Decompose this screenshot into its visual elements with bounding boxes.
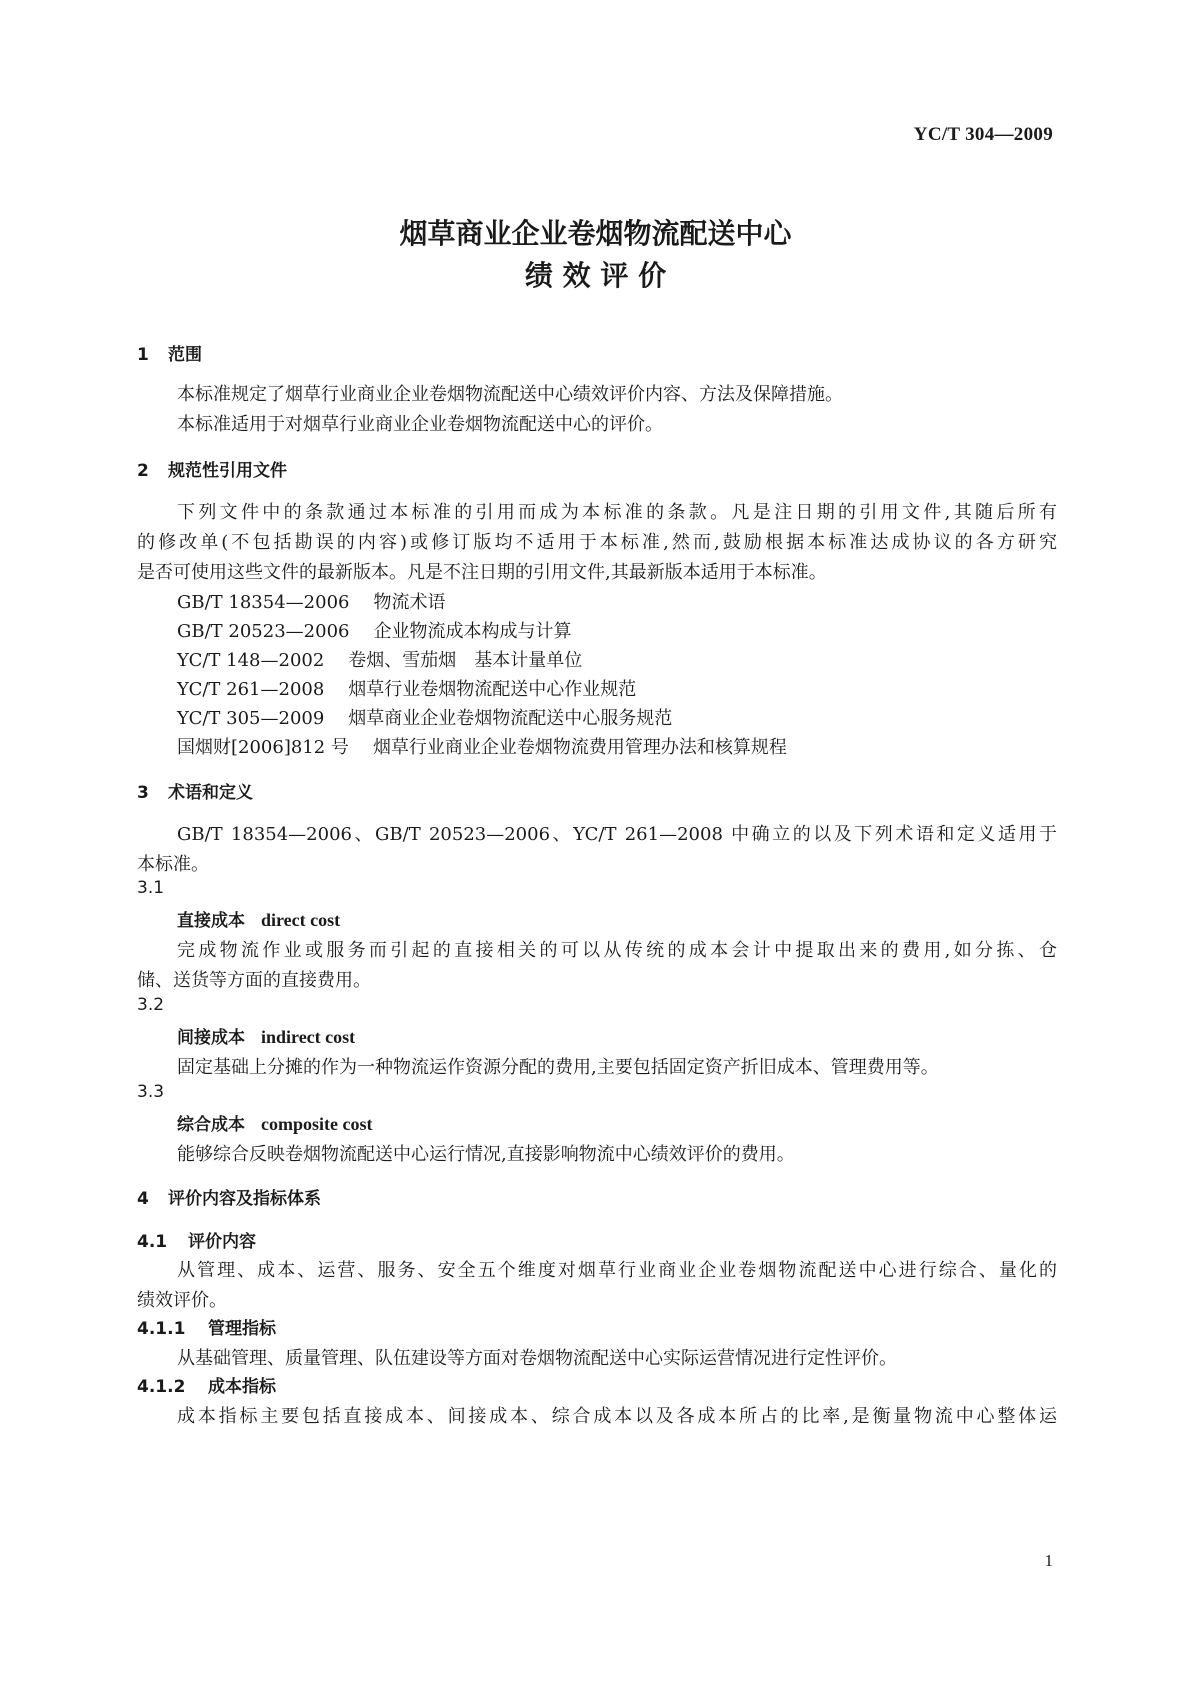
reference-code: YC/T 148—2002 — [177, 650, 325, 671]
paragraph-line: 是否可使用这些文件的最新版本。凡是不注日期的引用文件,其最新版本适用于本标准。 — [137, 562, 827, 583]
reference-title: 烟草行业商业企业卷烟物流费用管理办法和核算规程 — [372, 737, 787, 758]
section-title: 规范性引用文件 — [168, 461, 287, 481]
document-title-line1: 烟草商业企业卷烟物流配送中心 — [399, 217, 792, 250]
reference-item — [177, 646, 582, 672]
section-title: 术语和定义 — [168, 783, 253, 803]
subsection-4-1-1-heading — [137, 1314, 276, 1339]
subsection-number: 4.1.1 — [137, 1319, 186, 1339]
reference-title: 卷烟、雪茄烟 基本计量单位 — [348, 650, 583, 671]
subsection-title: 成本指标 — [208, 1377, 276, 1397]
reference-title: 企业物流成本构成与计算 — [373, 621, 572, 642]
paragraph-line: 下列文件中的条款通过本标准的引用而成为本标准的条款。凡是注日期的引用文件,其随后所有 — [177, 502, 1057, 523]
term-heading — [177, 1110, 372, 1135]
section-3-heading — [137, 778, 253, 803]
standard-code: YC/T 304—2009 — [913, 124, 1053, 145]
term-number: 3.2 — [137, 995, 165, 1015]
subsection-number: 4.1 — [137, 1232, 168, 1252]
paragraph-line: 成本指标主要包括直接成本、间接成本、综合成本以及各成本所占的比率,是衡量物流中心整体运 — [177, 1406, 1057, 1427]
term-zh: 直接成本 — [177, 911, 245, 931]
paragraph-line: 本标准。 — [137, 854, 209, 875]
term-heading — [177, 1023, 355, 1048]
term-en: indirect cost — [261, 1027, 356, 1047]
term-number: 3.3 — [137, 1082, 165, 1102]
term-number: 3.1 — [137, 878, 165, 898]
reference-code: YC/T 261—2008 — [177, 679, 325, 700]
paragraph-line: 从管理、成本、运营、服务、安全五个维度对烟草行业商业企业卷烟物流配送中心进行综合、量化的 — [177, 1260, 1057, 1281]
paragraph: 本标准适用于对烟草行业商业企业卷烟物流配送中心的评价。 — [177, 414, 663, 435]
reference-title: 烟草行业卷烟物流配送中心作业规范 — [348, 679, 637, 700]
section-1-heading — [137, 340, 202, 365]
term-en: composite cost — [261, 1114, 373, 1134]
term-zh: 综合成本 — [177, 1115, 245, 1135]
subsection-title: 管理指标 — [208, 1319, 276, 1339]
subsection-number: 4.1.2 — [137, 1377, 186, 1397]
definition-line: 完成物流作业或服务而引起的直接相关的可以从传统的成本会计中提取出来的费用,如分拣、仓 — [177, 940, 1057, 961]
paragraph-line: 的修改单(不包括勘误的内容)或修订版均不适用于本标准,然而,鼓励根据本标准达成协议的各方研究 — [137, 532, 1057, 553]
term-en: direct cost — [261, 910, 341, 930]
paragraph-line: 绩效评价。 — [137, 1290, 227, 1311]
paragraph-line: GB/T 18354—2006、GB/T 20523—2006、YC/T 261—2008 中确立的以及下列术语和定义适用于 — [177, 824, 1057, 845]
reference-item — [177, 704, 672, 730]
paragraph: 从基础管理、质量管理、队伍建设等方面对卷烟物流配送中心实际运营情况进行定性评价。 — [177, 1348, 897, 1369]
term-heading — [177, 906, 340, 931]
definition-line: 储、送货等方面的直接费用。 — [137, 970, 371, 991]
reference-code: GB/T 20523—2006 — [177, 621, 350, 642]
section-title: 评价内容及指标体系 — [168, 1189, 321, 1209]
subsection-title: 评价内容 — [188, 1232, 256, 1252]
reference-item — [177, 675, 636, 701]
page-number: 1 — [1044, 1551, 1053, 1570]
section-number: 1 — [137, 345, 149, 365]
reference-code: GB/T 18354—2006 — [177, 592, 350, 613]
subsection-4-1-heading — [137, 1227, 256, 1252]
section-4-heading — [137, 1184, 321, 1209]
term-zh: 间接成本 — [177, 1028, 245, 1048]
section-title: 范围 — [168, 345, 202, 365]
reference-item — [177, 733, 787, 759]
paragraph: 本标准规定了烟草行业商业企业卷烟物流配送中心绩效评价内容、方法及保障措施。 — [177, 384, 843, 405]
document-title-line2: 绩 效 评 价 — [524, 259, 667, 292]
section-2-heading — [137, 456, 287, 481]
subsection-4-1-2-heading — [137, 1372, 276, 1397]
reference-item — [177, 588, 445, 614]
reference-title: 烟草商业企业卷烟物流配送中心服务规范 — [348, 708, 673, 729]
section-number: 3 — [137, 783, 149, 803]
reference-code: 国烟财[2006]812 号 — [177, 737, 349, 758]
definition-line: 能够综合反映卷烟物流配送中心运行情况,直接影响物流中心绩效评价的费用。 — [177, 1144, 795, 1165]
section-number: 2 — [137, 461, 149, 481]
definition-line: 固定基础上分摊的作为一种物流运作资源分配的费用,主要包括固定资产折旧成本、管理费用等。 — [177, 1057, 939, 1078]
reference-item — [177, 617, 571, 643]
reference-code: YC/T 305—2009 — [177, 708, 325, 729]
reference-title: 物流术语 — [373, 592, 446, 613]
section-number: 4 — [137, 1189, 149, 1209]
